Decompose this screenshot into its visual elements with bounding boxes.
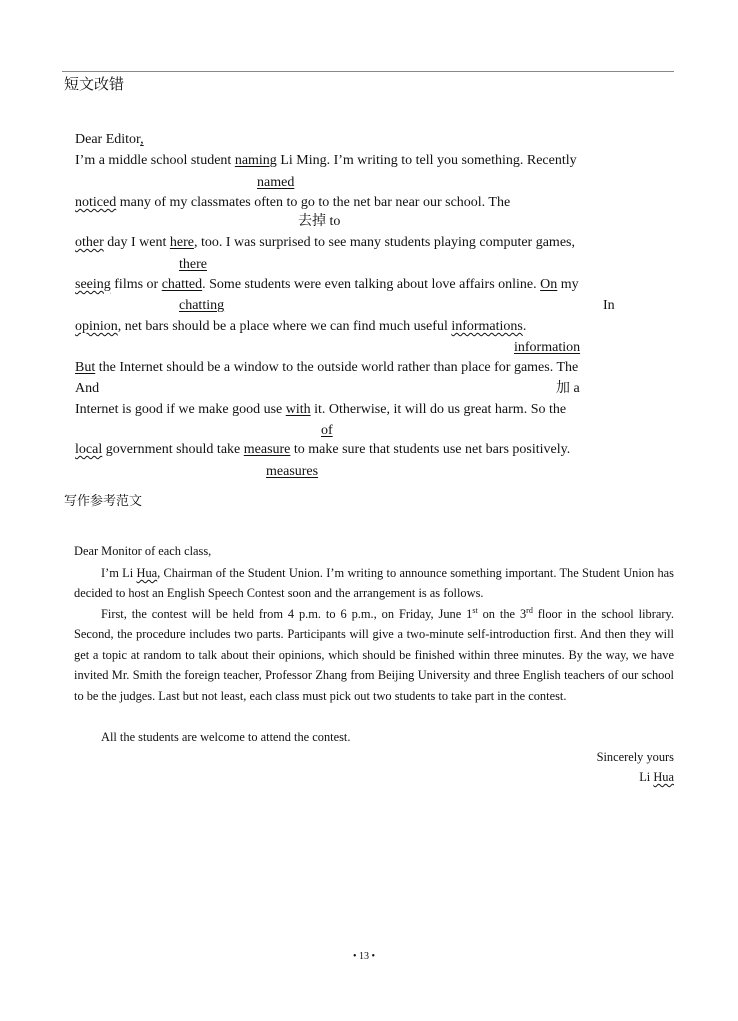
- text-run: the Internet should be a window to the outside world rather than place for games. The: [95, 360, 579, 375]
- error-word: informations: [451, 319, 523, 334]
- text-run: .: [522, 319, 527, 334]
- correction-and: And: [75, 381, 100, 396]
- essay-salutation: [75, 133, 144, 147]
- essay-line-2: [75, 196, 510, 210]
- text-run: First, the contest will be held from 4 p.m. to 6 p.m., on Friday, June 1: [101, 607, 473, 621]
- section-title-model-essay: 写作参考范文: [64, 493, 143, 508]
- model-paragraph-2: [74, 604, 674, 706]
- text-run: , net bars should be a place where we can find much useful: [117, 319, 452, 334]
- text-run: I’m a middle school student: [75, 153, 235, 168]
- text-run: Internet is good if we make good use: [75, 402, 286, 417]
- error-word: with: [285, 402, 311, 417]
- essay-line-7: [75, 403, 566, 417]
- error-word: noticed: [75, 195, 117, 210]
- error-word: local: [75, 442, 103, 457]
- error-word: other: [75, 235, 104, 250]
- top-rule: [62, 71, 674, 72]
- model-paragraph-1: [74, 563, 674, 604]
- correction-information: information: [514, 340, 581, 355]
- error-word: But: [75, 360, 96, 375]
- essay-line-1: [75, 154, 577, 168]
- text-run: on the 3: [477, 607, 527, 621]
- error-word: On: [540, 277, 558, 292]
- text-run: my: [557, 277, 579, 292]
- correction-named: named: [257, 175, 295, 190]
- correction-chatting: chatting: [179, 298, 225, 313]
- essay-line-6: [75, 361, 578, 375]
- signature: [639, 770, 674, 785]
- error-word: here: [169, 235, 194, 250]
- correction-in: In: [603, 298, 615, 313]
- text-run: films or: [110, 277, 162, 292]
- model-paragraph-3: All the students are welcome to attend the contest.: [101, 730, 351, 744]
- text-run: floor in the school library. Second, the procedure includes two parts. Participants will give a two-minute self-introduction first. And then they will get a topic at random to talk about their opinions, which should be finished within three minutes. By the way, we have invited Mr. Smith the foreign teacher, Professor Zhang from Beijing University and three English teachers of our school to be the judges. Last but not least, each class must pick out two students to take part in the contest.: [74, 607, 674, 703]
- text-run: day I went: [103, 235, 170, 250]
- error-word: measure: [243, 442, 291, 457]
- text-run: Li Ming. I’m writing to tell you something. Recently: [276, 153, 577, 168]
- error-word: chatted: [161, 277, 203, 292]
- essay-line-8: [75, 443, 570, 457]
- essay-line-4: [75, 278, 579, 292]
- salutation-text: Dear Editor: [75, 132, 141, 147]
- name-word: Hua: [136, 566, 158, 580]
- text-run: , Chairman of the Student Union. I’m writing to announce something important. The Student Union has decided to host an English Speech Contest soon and the arrangement is as follows.: [74, 566, 674, 601]
- superscript: rd: [526, 605, 533, 615]
- model-salutation: Dear Monitor of each class,: [74, 544, 212, 558]
- text-run: , too. I was surprised to see many students playing computer games,: [193, 235, 575, 250]
- page-number: • 13 •: [353, 951, 376, 962]
- text-run: to make sure that students use net bars positively.: [290, 442, 571, 457]
- correction-measures: measures: [266, 464, 319, 479]
- correction-delete-to: 去掉 to: [298, 214, 341, 229]
- correction-there: there: [179, 257, 207, 272]
- text-run: I’m Li: [101, 566, 137, 580]
- salutation-comma: ,: [140, 132, 144, 147]
- text-run: many of my classmates often to go to the net bar near our school. The: [116, 195, 511, 210]
- closing: Sincerely yours: [596, 750, 674, 764]
- name-word: Hua: [653, 770, 674, 784]
- correction-add-a: 加 a: [556, 381, 580, 396]
- text-run: it. Otherwise, it will do us great harm. So the: [310, 402, 567, 417]
- superscript: st: [472, 605, 478, 615]
- essay-line-5: [75, 320, 526, 334]
- error-word: naming: [234, 153, 277, 168]
- error-word: opinion: [75, 319, 118, 334]
- essay-line-3: [75, 236, 575, 250]
- section-title-error-correction: 短文改错: [64, 77, 125, 93]
- error-word: seeing: [75, 277, 111, 292]
- text-run: Li: [639, 770, 654, 784]
- text-run: . Some students were even talking about love affairs online.: [202, 277, 541, 292]
- correction-of: of: [321, 423, 333, 438]
- text-run: government should take: [102, 442, 244, 457]
